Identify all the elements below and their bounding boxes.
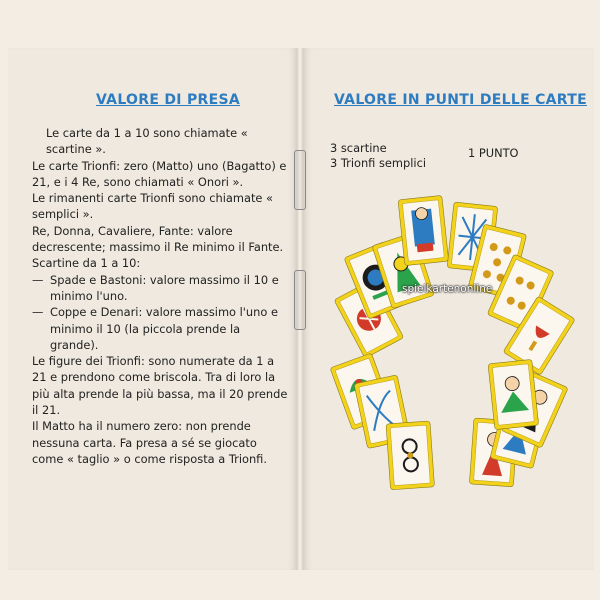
- dash-mark: —: [32, 272, 44, 287]
- dash-mark: —: [32, 305, 44, 320]
- suit-cards-fan: [330, 353, 434, 490]
- trump-card-icon: [398, 195, 449, 265]
- left-page-body: [32, 125, 290, 467]
- face-card-icon: [488, 359, 539, 429]
- paragraph-matto: Il Matto ha il numero zero: non prende nessuna carta. Fa presa a sé se giocato come « taglio » o come risposta a Trionfi.: [32, 419, 267, 466]
- paragraph-onori: Le carte Trionfi: zero (Matto) uno (Bagatto) e 21, e i 4 Re, sono chiamati « Onori ».: [32, 158, 287, 189]
- card-fans-illustration: [320, 180, 586, 510]
- coins-card-icon: [386, 421, 434, 490]
- watermark-text: spielkartenonline: [402, 283, 493, 295]
- paragraph-figure-order: Re, Donna, Cavaliere, Fante: valore decrescente; massimo il Re minimo il Fante.: [32, 223, 284, 255]
- paragraph-semplici: Le rimanenti carte Trionfi sono chiamate « semplici ».: [32, 191, 274, 222]
- face-cards-fan: [469, 359, 568, 487]
- list-item-coppe-denari: — Coppe e Denari: valore massimo l'uno e minimo il 10 (la piccola prende la grande).: [32, 305, 278, 352]
- paragraph-scartine-range: Scartine da 1 a 10:: [32, 256, 141, 271]
- right-page-title: VALORE IN PUNTI DELLE CARTE: [334, 92, 587, 108]
- trump-cards-fan: [334, 195, 449, 358]
- left-page-title: VALORE DI PRESA: [96, 92, 240, 108]
- paragraph-trionfi: Le figure dei Trionfi: sono numerate da 1 a 21 e prendono come briscola. Tra di loro la più alta prende la più bassa, ma il 20 prende il 21.: [32, 354, 288, 418]
- points-row-scartine: 3 scartine: [330, 141, 387, 155]
- points-rows: [330, 141, 426, 171]
- paragraph-scartine: Le carte da 1 a 10 sono chiamate « scartine ».: [46, 126, 248, 157]
- points-row-trionfi: 3 Trionfi semplici: [330, 156, 427, 170]
- list-item-spade-bastoni: — Spade e Bastoni: valore massimo il 10 e minimo l'uno.: [32, 272, 279, 303]
- points-value: 1 PUNTO: [468, 146, 519, 160]
- bottom-staple: [294, 270, 306, 330]
- top-staple: [294, 150, 306, 210]
